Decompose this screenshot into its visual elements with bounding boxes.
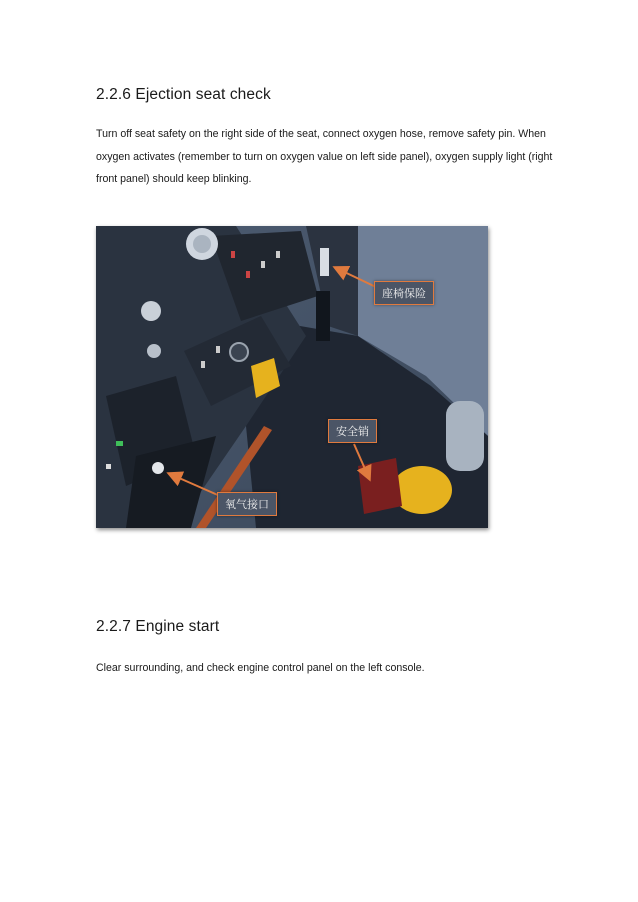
section-heading-ejection-seat-check: 2.2.6 Ejection seat check <box>96 86 271 103</box>
cockpit-screenshot <box>96 226 488 528</box>
label-oxygen-port: 氧气接口 <box>217 492 277 516</box>
toggle-switch <box>261 261 265 268</box>
cockpit-illustration <box>96 226 488 528</box>
red-switch <box>246 271 250 278</box>
green-indicator-light <box>116 441 123 446</box>
seat-rail <box>316 291 330 341</box>
toggle-switch <box>276 251 280 258</box>
left-knob <box>141 301 161 321</box>
engine-start-paragraph: Clear surrounding, and check engine control panel on the left console. <box>96 662 425 674</box>
seat-safety-lever <box>320 248 329 276</box>
ejection-seat-paragraph: Turn off seat safety on the right side of the seat, connect oxygen hose, remove safety pin. When oxygen activates (remember to turn on oxygen value on left side panel), oxygen supply light (right front panel) should keep blinking. <box>96 128 553 185</box>
panel-dial <box>230 343 248 361</box>
left-knob-small <box>147 344 161 358</box>
round-knob-inner <box>193 235 211 253</box>
label-safety-pin: 安全销 <box>328 419 377 443</box>
red-switch <box>231 251 235 258</box>
label-seat-safety: 座椅保险 <box>374 281 434 305</box>
safety-pin-handle <box>392 466 452 514</box>
oxygen-connector <box>152 462 164 474</box>
indicator-light <box>106 464 111 469</box>
right-cylinder <box>446 401 484 471</box>
section-heading-engine-start: 2.2.7 Engine start <box>96 618 220 635</box>
toggle-switch <box>201 361 205 368</box>
toggle-switch <box>216 346 220 353</box>
